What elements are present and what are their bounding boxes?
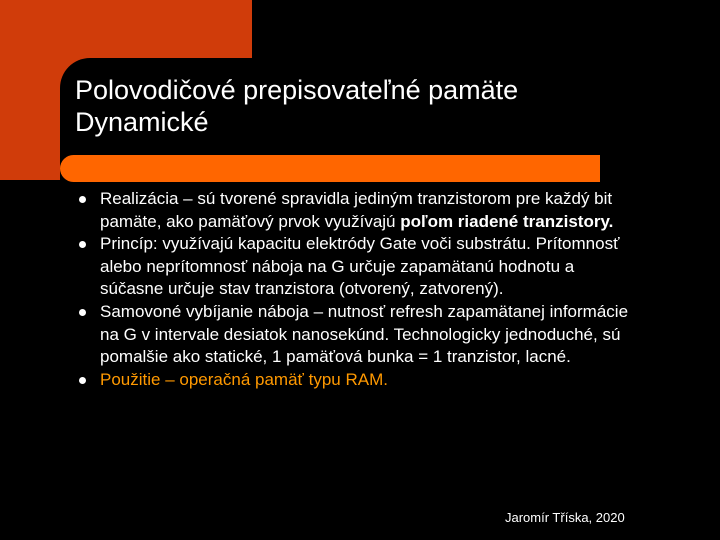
bullet-dot-icon bbox=[79, 377, 86, 384]
bullet-dot-icon bbox=[79, 241, 86, 248]
title-line-2: Dynamické bbox=[75, 107, 209, 137]
bullet-list bbox=[76, 188, 636, 391]
bullet-bold-text: poľom riadené tranzistory. bbox=[400, 211, 614, 231]
bullet-realizacia bbox=[76, 188, 636, 233]
title-line-1: Polovodičové prepisovateľné pamäte bbox=[75, 75, 519, 105]
bullet-dot-icon bbox=[79, 196, 86, 203]
bullet-text: Realizácia – sú tvorené spravidla jediným tranzistorom pre každý bit pamäte, ako pamäťový prvok využívajú bbox=[100, 189, 613, 231]
bullet-vybijanie bbox=[76, 301, 636, 369]
bullet-text: Princíp: využívajú kapacitu elektródy Gate voči substrátu. Prítomnosť alebo neprítomnosť náboja na G určuje zapamätanú hodnotu a súčasne určuje stav tranzistora (otvorený, zatvorený). bbox=[100, 234, 620, 299]
bullet-text: Samovoné vybíjanie náboja – nutnosť refresh zapamätanej informácie na G v intervale desiatok nanosekúnd. Technologicky jednoduché, sú pomalšie ako statické, 1 pamäťová bunka = 1 tranzistor, lacné. bbox=[100, 301, 629, 367]
slide-footer-author: Jaromír Tříska, 2020 bbox=[505, 510, 625, 525]
bullet-text-highlight: Použitie – operačná pamäť typu RAM. bbox=[100, 369, 388, 389]
title-divider-bar bbox=[60, 155, 600, 182]
bullet-dot-icon bbox=[79, 309, 86, 316]
bullet-pouzitie bbox=[76, 369, 636, 392]
bullet-princip bbox=[76, 233, 636, 301]
slide-title bbox=[75, 74, 695, 138]
